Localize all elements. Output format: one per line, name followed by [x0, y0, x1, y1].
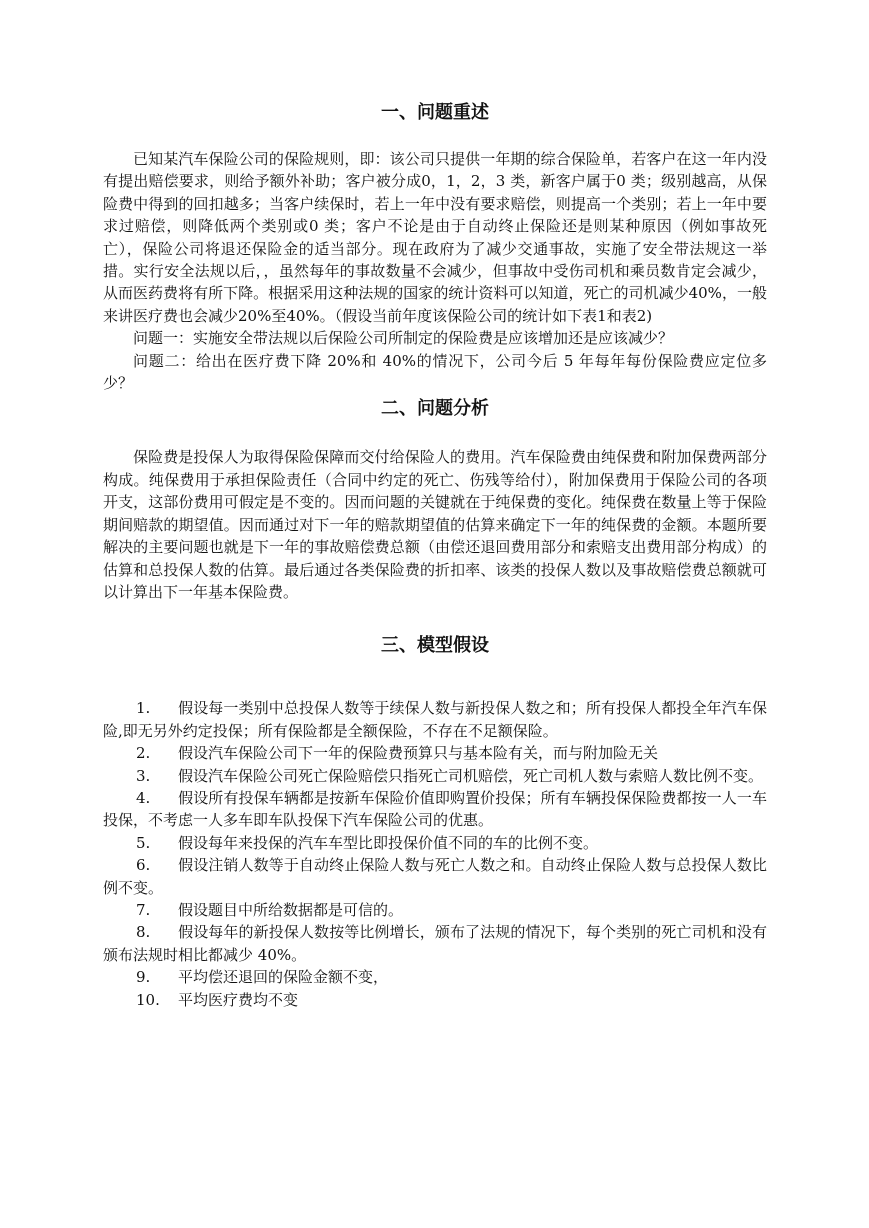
assumption-text: 平均医疗费均不变: [178, 990, 299, 1009]
problem-restatement-paragraph: 已知某汽车保险公司的保险规则，即：该公司只提供一年期的综合保险单，若客户在这一年内没有提出赔偿要求，则给予额外补助；客户被分成0，1，2，3 类，新客户属于0 类；级别越高，从保险费中得到的回扣越多；当客户续保时，若上一年中没有要求赔偿，则提高一个类别；若上一年中要求过赔偿，则降低两个类别或0 类；客户不论是由于自动终止保险还是则某种原因（例如事故死亡），保险公司将退还保险金的适当部分。现在政府为了减少交通事故，实施了安全带法规这一举措。实行安全法规以后，，虽然每年的事故数量不会减少，但事故中受伤司机和乘员数肯定会减少，从而医药费将有所下降。根据采用这种法规的国家的统计资料可以知道，死亡的司机减少40%，一般来讲医疗费也会减少20%至40%。（假设当前年度该保险公司的统计如下表1和表2): [103, 150, 767, 325]
assumption-text: 平均偿还退回的保险金额不变，: [178, 968, 389, 987]
assumption-list: [103, 697, 767, 1011]
assumption-item: [103, 697, 767, 742]
assumption-number: 10.: [136, 990, 160, 1009]
assumption-text: 假设汽车保险公司下一年的保险费预算只与基本险有关，而与附加险无关: [178, 744, 659, 763]
assumption-number: 8.: [136, 923, 151, 942]
assumption-item: [103, 989, 767, 1011]
assumption-item: [103, 765, 767, 787]
assumption-number: 6.: [136, 856, 151, 875]
assumption-item: [103, 854, 767, 899]
document-page: [103, 100, 767, 1011]
assumption-item: [103, 921, 767, 966]
assumption-number: 4.: [136, 788, 151, 807]
section-title-problem-restatement: 一、问题重述: [381, 102, 489, 123]
section-title-model-assumptions: 三、模型假设: [381, 635, 489, 657]
problem-analysis-paragraph: 保险费是投保人为取得保险保障而交付给保险人的费用。汽车保险费由纯保费和附加保费两部分构成。纯保费用于承担保险责任（合同中约定的死亡、伤残等给付），附加保费用于保险公司的各项开支，这部份费用可假定是不变的。因而问题的关键就在于纯保费的变化。纯保费在数量上等于保险期间赔款的期望值。因而通过对下一年的赔款期望值的估算来确定下一年的纯保费的金额。本题所要解决的主要问题也就是下一年的事故赔偿费总额（由偿还退回费用部分和索赔支出费用部分构成）的估算和总投保人数的估算。最后通过各类保险费的折扣率、该类的投保人数以及事故赔偿费总额就可以计算出下一年基本保险费。: [103, 448, 767, 601]
assumption-text: 假设所有投保车辆都是按新车保险价值即购置价投保；所有车辆投保保险费都按一人一车投保，不考虑一人多车即车队投保下汽车保险公司的优惠。: [103, 788, 767, 830]
question-two: 问题二：给出在医疗费下降 20%和 40%的情况下，公司今后 5 年每年每份保险费应定位多少？: [103, 351, 767, 393]
assumption-item: [103, 742, 767, 764]
assumption-text: 假设每年来投保的汽车车型比即投保价值不同的车的比例不变。: [178, 833, 599, 852]
question-one: 问题一：实施安全带法规以后保险公司所制定的保险费是应该增加还是应该减少？: [133, 329, 674, 348]
assumption-number: 5.: [136, 833, 151, 852]
assumption-number: 1.: [136, 699, 151, 718]
assumption-text: 假设题目中所给数据都是可信的。: [178, 900, 404, 919]
assumption-number: 9.: [136, 968, 151, 987]
assumption-number: 7.: [136, 900, 151, 919]
assumption-text: 假设每一类别中总投保人数等于续保人数与新投保人数之和；所有投保人都投全年汽车保险,即无另外约定投保；所有保险都是全额保险，不存在不足额保险。: [103, 699, 767, 740]
assumption-number: 2.: [136, 744, 151, 763]
assumption-item: [103, 966, 767, 988]
assumption-text: 假设每年的新投保人数按等比例增长，颁布了法规的情况下，每个类别的死亡司机和没有颁布法规时相比都减少 40%。: [103, 923, 767, 964]
section-title-problem-analysis: 二、问题分析: [381, 398, 489, 420]
assumption-text: 假设汽车保险公司死亡保险赔偿只指死亡司机赔偿，死亡司机人数与索赔人数比例不变。: [178, 766, 764, 785]
assumption-item: [103, 787, 767, 832]
assumption-text: 假设注销人数等于自动终止保险人数与死亡人数之和。自动终止保险人数与总投保人数比例不变。: [103, 856, 767, 897]
assumption-number: 3.: [136, 766, 151, 785]
assumption-item: [103, 899, 767, 921]
assumption-item: [103, 832, 767, 854]
